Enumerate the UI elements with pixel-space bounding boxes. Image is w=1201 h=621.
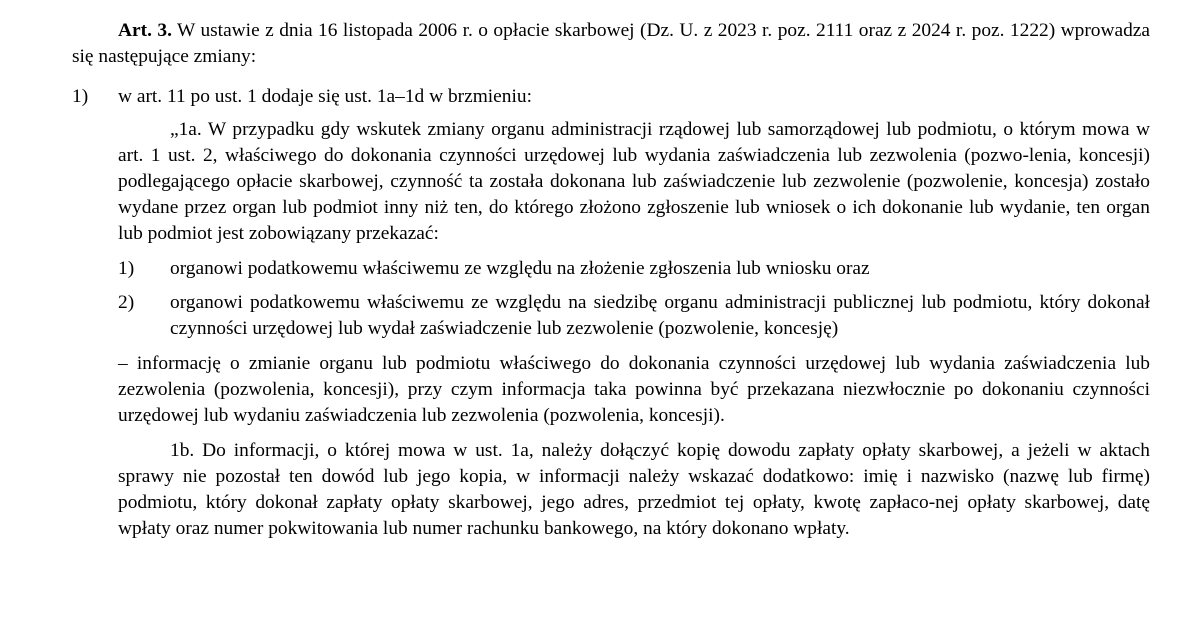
paragraph-1a: „1a. W przypadku gdy wskutek zmiany organu administracji rządowej lub samorządowej lub podmiotu, o którym mowa w art. 1 ust. 2, właściwego do dokonania czynności urzędowej lub wydania zaświadczenia lub zezwolenia (pozwo-lenia, koncesji) podlegającego opłacie skarbowej, czynność ta została dokonana lub zaświadczenie lub zezwolenie (pozwolenie, koncesja) zostało wydane przez organ lub podmiot inny niż ten, do którego złożono zgłoszenie lub wniosek o ich dokonanie lub wydanie, ten organ lub podmiot jest zobowiązany przekazać:	[118, 119, 1150, 244]
point-text: organowi podatkowemu właściwemu ze względu na złożenie zgłoszenia lub wniosku oraz	[170, 258, 870, 279]
change-intro: w art. 11 po ust. 1 dodaje się ust. 1a–1d w brzmieniu:	[118, 86, 532, 107]
change-number: 1)	[72, 86, 89, 107]
article-text: W ustawie z dnia 16 listopada 2006 r. o opłacie skarbowej (Dz. U. z 2023 r. poz. 2111 oraz z 2024 r. poz. 1222) wprowadza się następujące zmiany:	[72, 20, 1150, 67]
paragraph-1b: 1b. Do informacji, o której mowa w ust. 1a, należy dołączyć kopię dowodu zapłaty opłaty skarbowej, a jeżeli w aktach sprawy nie pozostał ten dowód lub jego kopia, w informacji należy wskazać dodatkowo: imię i nazwisko (nazwę lub firmę) podmiotu, który dokonał zapłaty opłaty skarbowej, jego adres, przedmiot tej opłaty, kwotę zapłaco-nej opłaty skarbowej, datę wpłaty oraz numer pokwitowania lub numer rachunku bankowego, na który dokonano wpłaty.	[118, 440, 1150, 539]
article-label: Art. 3.	[118, 20, 172, 41]
point-number: 2)	[118, 292, 135, 313]
point-number: 1)	[118, 258, 135, 279]
article-paragraph	[72, 18, 1150, 70]
point-text: organowi podatkowemu właściwemu ze względu na siedzibę organu administracji publicznej lub podmiotu, który dokonał czynności urzędowej lub wydał zaświadczenie lub zezwolenie (pozwolenie, koncesję)	[170, 292, 1150, 339]
paragraph-1a-closing: – informację o zmianie organu lub podmiotu właściwego do dokonania czynności urzędowej lub wydania zaświadczenia lub zezwolenia (pozwolenia, koncesji), przy czym informacja taka powinna być przekazana niezwłocznie po dokonaniu czynności urzędowej lub wydaniu zaświadczenia lub zezwolenia (pozwolenia, koncesji).	[118, 353, 1150, 426]
